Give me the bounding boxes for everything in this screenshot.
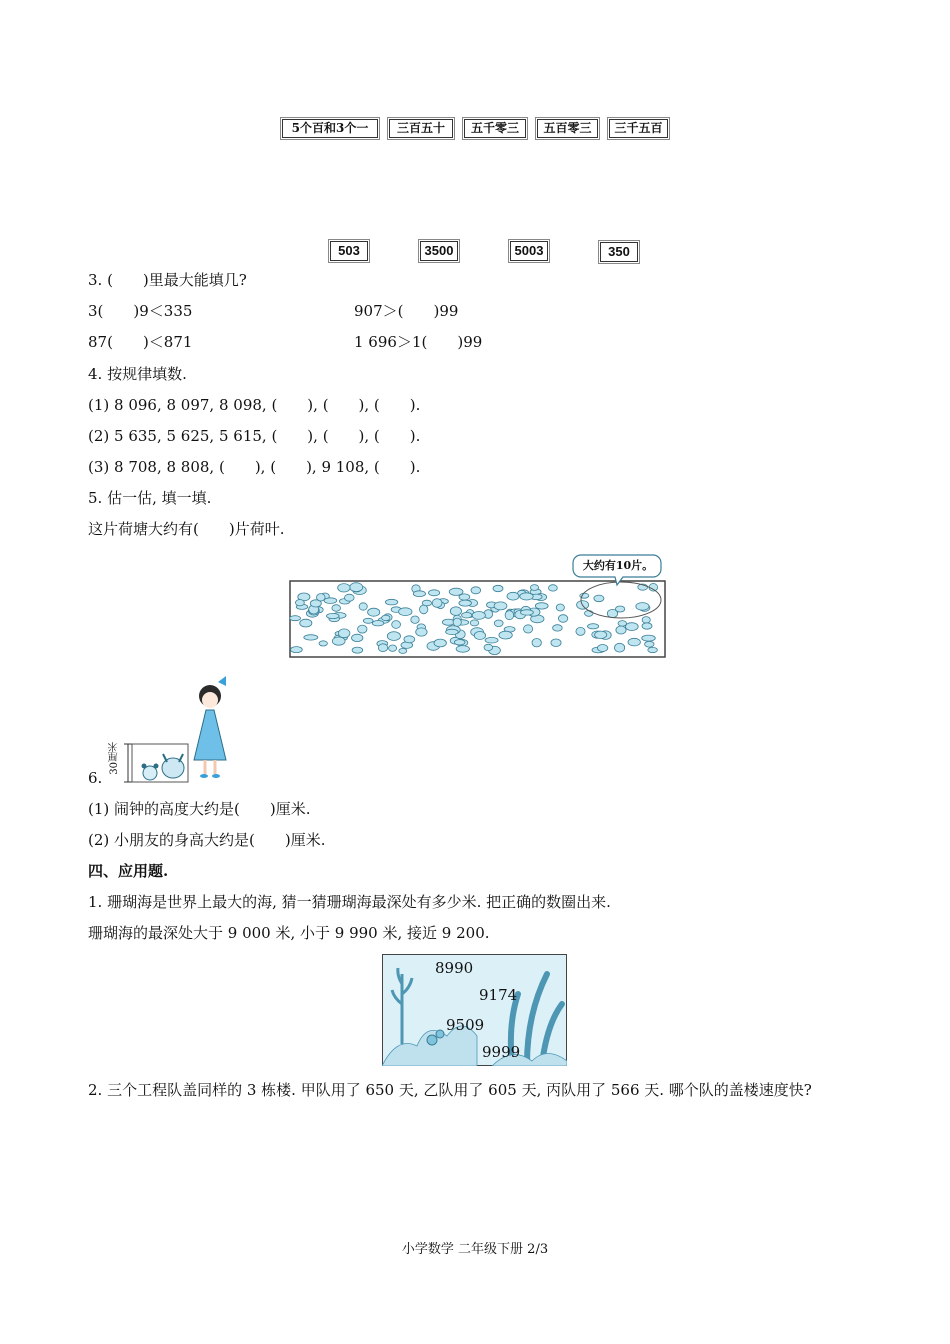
lotus-leaf [399, 648, 407, 653]
lotus-leaf [588, 624, 599, 629]
lotus-leaf [450, 607, 461, 616]
lotus-leaf [462, 612, 472, 618]
q6-item: (2) 小朋友的身高大约是( )厘米. [88, 831, 326, 849]
lotus-leaf [392, 621, 401, 629]
q3-row2-left: 87( )＜871 [88, 333, 193, 351]
q6-illustration [110, 672, 250, 784]
lotus-leaf [434, 639, 446, 647]
lotus-leaf [338, 629, 350, 638]
lotus-leaf [413, 591, 425, 597]
lotus-leaf [429, 590, 440, 596]
s4-q1-line2: 珊瑚海的最深处大于 9 000 米, 小于 9 990 米, 接近 9 200. [88, 924, 490, 942]
lotus-leaf [442, 619, 454, 625]
lotus-leaf [411, 616, 419, 623]
lotus-leaf [594, 595, 604, 602]
word-box: 三千五百 [609, 119, 668, 138]
lotus-leaf [387, 632, 400, 641]
q5-question: 这片荷塘大约有( )片荷叶. [88, 520, 285, 538]
lotus-leaf [453, 618, 461, 626]
lotus-leaf [350, 583, 363, 592]
lotus-leaf [420, 605, 428, 614]
lotus-leaf [494, 602, 507, 610]
number-box: 3500 [420, 241, 458, 261]
lotus-pond-image [289, 551, 667, 659]
lotus-leaf [304, 635, 318, 640]
sea-number: 9999 [482, 1043, 521, 1061]
lotus-leaf [493, 585, 503, 591]
lotus-leaf [628, 638, 640, 646]
s4-q1-line1: 1. 珊瑚海是世界上最大的海, 猜一猜珊瑚海最深处有多少米. 把正确的数圈出来. [88, 893, 611, 911]
lotus-leaf [642, 623, 652, 629]
lotus-leaf [332, 637, 345, 645]
lotus-leaf [642, 635, 656, 641]
lotus-leaf [446, 629, 459, 634]
lotus-leaf [648, 647, 658, 652]
lotus-leaf [551, 639, 561, 647]
lotus-leaf [607, 609, 617, 617]
lotus-leaf [363, 618, 373, 623]
lotus-leaf [352, 634, 363, 641]
q4-item: (2) 5 635, 5 625, 5 615, ( ), ( ), ( ). [88, 427, 421, 445]
lotus-leaf [558, 615, 567, 623]
lotus-leaf [524, 625, 533, 633]
lotus-leaf [382, 615, 390, 620]
lotus-leaf [556, 604, 564, 611]
q3-title: 3. ( )里最大能填几? [88, 271, 247, 289]
lotus-leaf [530, 585, 538, 591]
lotus-leaf [422, 600, 431, 606]
lotus-leaf [389, 645, 397, 651]
lotus-leaf [319, 641, 327, 646]
sea-number: 8990 [435, 959, 474, 977]
word-box: 五百零三 [537, 119, 598, 138]
page-footer: 小学数学 二年级下册 2/3 [401, 1242, 549, 1257]
lotus-leaf [595, 631, 607, 638]
ruler-label: 30厘米 [109, 742, 120, 775]
lotus-leaf [416, 628, 427, 636]
q3-row2-right: 1 696＞1( )99 [354, 333, 483, 351]
lotus-leaf [494, 620, 503, 627]
coral-sea-svg [382, 954, 567, 1066]
word-box: 五千零三 [464, 119, 526, 138]
lotus-leaf [456, 646, 469, 653]
lotus-leaf [549, 585, 558, 591]
sea-number: 9509 [446, 1016, 485, 1034]
sea-number: 9174 [479, 986, 518, 1004]
speech-bubble-text: 大约有10片。 [582, 559, 654, 572]
lotus-leaf [597, 645, 607, 652]
q6-number: 6. [88, 769, 103, 787]
q4-title: 4. 按规律填数. [88, 365, 187, 383]
lotus-leaf [290, 616, 301, 621]
lotus-leaf [472, 612, 485, 620]
lotus-leaf [645, 641, 654, 647]
lotus-leaf [507, 592, 519, 600]
lotus-leaf [484, 644, 493, 650]
lotus-leaf [485, 637, 498, 643]
lotus-leaf [470, 620, 479, 626]
lotus-leaf [352, 647, 363, 653]
lotus-leaf [471, 587, 481, 594]
s4-q2: 2. 三个工程队盖同样的 3 栋楼. 甲队用了 650 天, 乙队用了 605 天, 丙队用了 566 天. 哪个队的盖楼速度快? [88, 1081, 812, 1099]
lotus-leaf [385, 599, 397, 605]
lotus-leaf [338, 584, 350, 592]
lotus-leaf [359, 603, 367, 610]
q6-item: (1) 闹钟的高度大约是( )厘米. [88, 800, 311, 818]
number-box: 350 [600, 242, 638, 262]
lotus-leaf [404, 636, 415, 643]
lotus-leaf [459, 600, 472, 606]
girl-and-clock-svg [110, 672, 250, 784]
lotus-leaf [327, 613, 340, 618]
lotus-leaf [636, 603, 649, 611]
q3-row1-right: 907＞( )99 [354, 302, 459, 320]
lotus-leaf [499, 631, 512, 639]
lotus-leaf [324, 598, 337, 604]
lotus-leaf [505, 611, 514, 620]
lotus-leaf [372, 621, 384, 626]
number-box: 503 [330, 241, 368, 261]
lotus-leaf [520, 610, 533, 615]
lotus-leaf [576, 627, 585, 635]
lotus-leaf [358, 625, 367, 633]
lotus-leaf [642, 617, 650, 624]
lotus-leaf [553, 625, 563, 631]
lotus-leaf [535, 603, 548, 609]
lotus-leaf [296, 600, 305, 606]
lotus-leaf [520, 593, 533, 600]
q5-title: 5. 估一估, 填一填. [88, 489, 212, 507]
lotus-leaf [300, 619, 312, 627]
lotus-leaf [345, 594, 355, 601]
lotus-leaf [474, 632, 485, 640]
lotus-leaf [291, 647, 303, 653]
lotus-leaf [532, 639, 541, 647]
lotus-leaf [432, 599, 442, 608]
q3-row1-left: 3( )9＜335 [88, 302, 193, 320]
lotus-leaf [459, 594, 470, 600]
lotus-leaf [585, 611, 594, 617]
lotus-leaf [399, 608, 412, 616]
lotus-leaf [378, 644, 387, 652]
section4-title: 四、应用题. [88, 862, 169, 880]
word-box: 5个百和3个一 [282, 119, 378, 138]
lotus-leaf [368, 608, 380, 616]
word-box: 三百五十 [389, 119, 453, 138]
q4-item: (1) 8 096, 8 097, 8 098, ( ), ( ), ( ). [88, 396, 421, 414]
lotus-leaf [625, 623, 638, 631]
q4-item: (3) 8 708, 8 808, ( ), ( ), 9 108, ( ). [88, 458, 421, 476]
lotus-leaf [615, 643, 625, 652]
lotus-leaf [332, 605, 341, 612]
lotus-leaf [454, 640, 465, 645]
lotus-leaf [616, 626, 626, 634]
coral-sea-image [382, 954, 567, 1066]
number-box: 5003 [510, 241, 548, 261]
